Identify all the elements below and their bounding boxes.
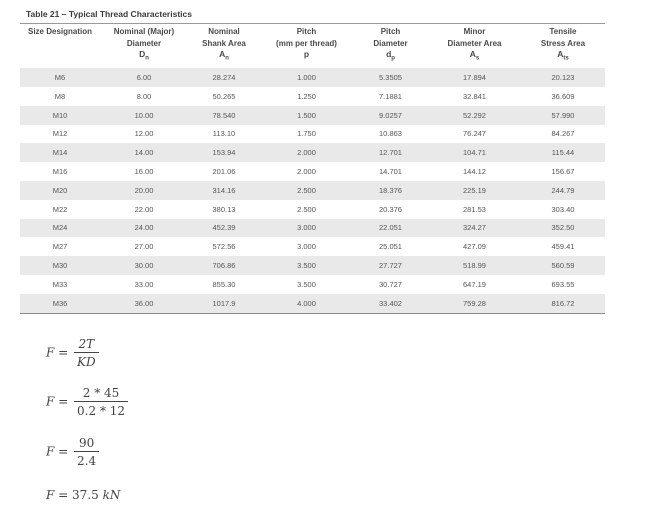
table-cell: 5.3505 <box>353 68 428 87</box>
size-designation-cell: M27 <box>20 237 100 256</box>
table-cell: 36.609 <box>521 87 605 106</box>
column-header <box>521 24 605 69</box>
table-cell: 572.56 <box>188 237 260 256</box>
table-cell: 452.39 <box>188 219 260 238</box>
table-cell: 8.00 <box>100 87 188 106</box>
denominator: 0.2 * 12 <box>77 404 126 418</box>
table-cell: 50.265 <box>188 87 260 106</box>
equals-sign: = <box>58 345 69 360</box>
table-cell: 104.71 <box>428 143 521 162</box>
symbol-base: D <box>139 49 146 59</box>
table-body <box>20 68 605 313</box>
table-cell: 17.894 <box>428 68 521 87</box>
column-header-line2: Stress Area <box>540 38 586 48</box>
table-cell: 560.59 <box>521 256 605 275</box>
table-row <box>20 106 605 125</box>
symbol-subscript: n <box>225 55 229 62</box>
symbol-base: A <box>219 49 226 59</box>
table-cell: 24.00 <box>100 219 188 238</box>
table-cell: 36.00 <box>100 294 188 313</box>
equation-lhs: F <box>46 394 55 409</box>
column-header-line2: Shank Area <box>202 38 246 48</box>
table-cell: 113.10 <box>188 125 260 144</box>
numerator: 90 <box>74 436 99 452</box>
table-row <box>20 256 605 275</box>
size-designation-cell: M33 <box>20 275 100 294</box>
table-cell: 1017.9 <box>188 294 260 313</box>
table-cell: 3.500 <box>260 256 353 275</box>
table-cell: 459.41 <box>521 237 605 256</box>
column-header-line1: Nominal (Major) <box>113 27 175 36</box>
equation-2 <box>46 386 128 418</box>
table-cell: 855.30 <box>188 275 260 294</box>
size-designation-cell: M16 <box>20 162 100 181</box>
symbol-base: A <box>557 49 564 59</box>
column-header-line2: (mm per thread) <box>276 38 337 48</box>
table-cell: 9.0257 <box>353 106 428 125</box>
table-cell: 20.00 <box>100 181 188 200</box>
denominator: KD <box>77 355 96 369</box>
table-cell: 518.99 <box>428 256 521 275</box>
column-header <box>20 24 100 69</box>
table-cell: 57.990 <box>521 106 605 125</box>
table-row <box>20 162 605 181</box>
table-caption: Table 21 – Typical Thread Characteristics <box>26 9 192 19</box>
table-row <box>20 219 605 238</box>
table-cell: 380.13 <box>188 200 260 219</box>
column-header-line1: Pitch <box>380 27 401 36</box>
fraction <box>74 386 128 418</box>
table-cell: 427.09 <box>428 237 521 256</box>
table-cell: 30.727 <box>353 275 428 294</box>
table-cell: 2.000 <box>260 162 353 181</box>
symbol-subscript: ts <box>563 55 569 62</box>
table-cell: 324.27 <box>428 219 521 238</box>
table-cell: 28.274 <box>188 68 260 87</box>
table-row <box>20 68 605 87</box>
table-cell: 22.00 <box>100 200 188 219</box>
size-designation-cell: M36 <box>20 294 100 313</box>
table-cell: 22.051 <box>353 219 428 238</box>
column-header-line1: Tensile <box>549 27 577 36</box>
table-cell: 759.28 <box>428 294 521 313</box>
symbol-subscript: p <box>391 55 395 62</box>
column-symbol <box>353 49 428 65</box>
table-cell: 10.863 <box>353 125 428 144</box>
denominator: 2.4 <box>77 454 97 468</box>
column-header <box>353 24 428 69</box>
column-symbol <box>428 49 521 65</box>
size-designation-cell: M24 <box>20 219 100 238</box>
table-cell: 244.79 <box>521 181 605 200</box>
equation-lhs: F <box>46 488 55 502</box>
column-header-line1: Minor <box>463 27 486 36</box>
column-header-line1: Pitch <box>296 27 317 36</box>
table-cell: 33.402 <box>353 294 428 313</box>
equation-lhs: F <box>46 444 55 459</box>
size-designation-cell: M20 <box>20 181 100 200</box>
table-cell: 10.00 <box>100 106 188 125</box>
symbol-subscript: s <box>475 55 480 62</box>
column-header-line2: Diameter Area <box>447 38 502 48</box>
table-cell: 3.000 <box>260 237 353 256</box>
fraction <box>74 436 99 468</box>
symbol-base: d <box>386 49 392 59</box>
table-cell: 6.00 <box>100 68 188 87</box>
table-row <box>20 181 605 200</box>
thread-characteristics-table <box>20 23 605 314</box>
column-symbol <box>521 49 605 65</box>
table-cell: 352.50 <box>521 219 605 238</box>
table-row <box>20 125 605 144</box>
table-cell: 281.53 <box>428 200 521 219</box>
table-cell: 153.94 <box>188 143 260 162</box>
numerator: 2T <box>74 337 99 353</box>
table-cell: 115.44 <box>521 143 605 162</box>
table-cell: 647.19 <box>428 275 521 294</box>
equals-sign: = <box>58 394 69 409</box>
table-cell: 32.841 <box>428 87 521 106</box>
table-cell: 2.500 <box>260 200 353 219</box>
column-symbol <box>260 49 353 61</box>
table-cell: 1.500 <box>260 106 353 125</box>
table-cell: 52.292 <box>428 106 521 125</box>
table-cell: 201.06 <box>188 162 260 181</box>
table-cell: 3.500 <box>260 275 353 294</box>
size-designation-cell: M12 <box>20 125 100 144</box>
table-cell: 7.1881 <box>353 87 428 106</box>
equation-lhs: F <box>46 345 55 360</box>
column-header-line1: Size Designation <box>27 27 92 36</box>
table-cell: 14.701 <box>353 162 428 181</box>
symbol-subscript: n <box>145 55 149 62</box>
column-header <box>428 24 521 69</box>
table-cell: 30.00 <box>100 256 188 275</box>
table-cell: 816.72 <box>521 294 605 313</box>
column-header <box>188 24 260 69</box>
column-header <box>100 24 188 69</box>
table-cell: 1.750 <box>260 125 353 144</box>
size-designation-cell: M6 <box>20 68 100 87</box>
table-cell: 2.500 <box>260 181 353 200</box>
result-unit: kN <box>102 488 121 502</box>
header-row <box>20 24 605 69</box>
table-cell: 20.376 <box>353 200 428 219</box>
table-cell: 4.000 <box>260 294 353 313</box>
table-row <box>20 294 605 313</box>
size-designation-cell: M8 <box>20 87 100 106</box>
table-cell: 27.00 <box>100 237 188 256</box>
table-cell: 14.00 <box>100 143 188 162</box>
table-row <box>20 87 605 106</box>
column-symbol <box>188 49 260 65</box>
table-row <box>20 237 605 256</box>
table-cell: 12.701 <box>353 143 428 162</box>
size-designation-cell: M22 <box>20 200 100 219</box>
table-cell: 2.000 <box>260 143 353 162</box>
column-symbol <box>100 49 188 65</box>
table-cell: 303.40 <box>521 200 605 219</box>
table-cell: 25.051 <box>353 237 428 256</box>
table-cell: 693.55 <box>521 275 605 294</box>
table-cell: 1.000 <box>260 68 353 87</box>
equation-1 <box>46 337 99 369</box>
table-cell: 3.000 <box>260 219 353 238</box>
table-cell: 314.16 <box>188 181 260 200</box>
column-header <box>260 24 353 69</box>
equals-sign: = <box>58 444 69 459</box>
table-cell: 225.19 <box>428 181 521 200</box>
fraction <box>74 337 99 369</box>
numerator: 2 * 45 <box>74 386 128 402</box>
table-row <box>20 275 605 294</box>
equation-result <box>46 488 120 502</box>
table-cell: 20.123 <box>521 68 605 87</box>
symbol-base: A <box>469 49 476 59</box>
size-designation-cell: M10 <box>20 106 100 125</box>
table-cell: 144.12 <box>428 162 521 181</box>
table-cell: 33.00 <box>100 275 188 294</box>
table-cell: 84.267 <box>521 125 605 144</box>
table-row <box>20 143 605 162</box>
equation-3 <box>46 436 99 468</box>
table-cell: 16.00 <box>100 162 188 181</box>
table-cell: 706.86 <box>188 256 260 275</box>
symbol-base: p <box>303 49 310 59</box>
column-header-line2: Diameter <box>373 38 408 48</box>
size-designation-cell: M30 <box>20 256 100 275</box>
table-cell: 1.250 <box>260 87 353 106</box>
table-cell: 12.00 <box>100 125 188 144</box>
equals-sign: = <box>58 488 69 502</box>
column-header-line1: Nominal <box>208 27 240 36</box>
result-value: 37.5 <box>72 488 99 502</box>
table-cell: 18.376 <box>353 181 428 200</box>
table-cell: 76.247 <box>428 125 521 144</box>
table-cell: 156.67 <box>521 162 605 181</box>
size-designation-cell: M14 <box>20 143 100 162</box>
table-cell: 78.540 <box>188 106 260 125</box>
table-row <box>20 200 605 219</box>
table-cell: 27.727 <box>353 256 428 275</box>
column-header-line2: Diameter <box>126 38 162 48</box>
